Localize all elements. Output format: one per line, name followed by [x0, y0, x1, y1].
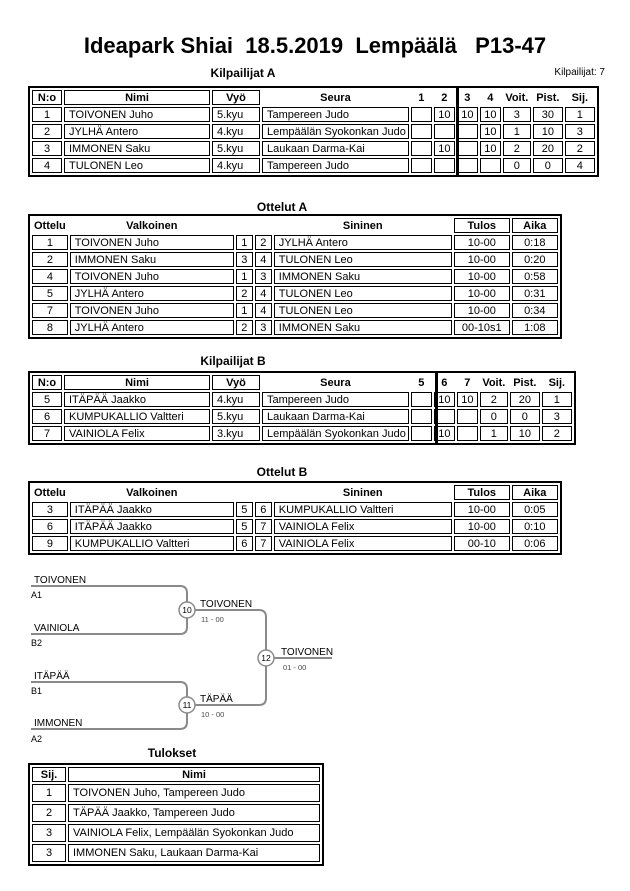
table-cell: 0:06 — [512, 536, 558, 551]
table-cell: 10-00 — [454, 502, 510, 517]
table-cell: 10 — [434, 392, 455, 407]
table-cell: Laukaan Darma-Kai — [262, 409, 409, 424]
bracket-seed-label: B1 — [31, 686, 43, 696]
table-cell: 10 — [434, 141, 455, 156]
table-cell: 5 — [32, 286, 68, 301]
bracket-seed-label: A2 — [31, 734, 43, 744]
column-header: Sij. — [548, 376, 566, 389]
section-title-tulokset: Tulokset — [147, 746, 197, 760]
table-cell: JYLHÄ Antero — [70, 286, 234, 301]
table-row — [32, 252, 558, 267]
table-cell: 0:34 — [512, 303, 558, 318]
table-cell — [411, 141, 432, 156]
table-cell: ITÄPÄÄ Jaakko — [70, 519, 234, 534]
table-cell: IMMONEN Saku, Laukaan Darma-Kai — [68, 844, 320, 862]
table-cell: 4.kyu — [212, 392, 260, 407]
table-cell: 00-10s1 — [454, 320, 510, 335]
table-cell: 2 — [32, 252, 68, 267]
table-row — [32, 519, 558, 534]
table-cell: 10 — [480, 124, 501, 139]
table-cell — [457, 409, 478, 424]
table-cell: 5 — [236, 519, 253, 534]
table-cell — [457, 141, 478, 156]
table-row — [32, 303, 558, 318]
table-cell: 0 — [510, 409, 540, 424]
table-row — [32, 784, 320, 802]
table-cell: 4.kyu — [212, 158, 260, 173]
table-cell: 2 — [236, 286, 253, 301]
column-header — [236, 218, 253, 233]
table-cell: 9 — [32, 536, 68, 551]
table-cell: KUMPUKALLIO Valtteri — [64, 409, 210, 424]
page-title: Ideapark Shiai 18.5.2019 Lempäälä P13-47 — [83, 33, 547, 58]
table-cell: Lempäälän Syokonkan Judo — [262, 124, 409, 139]
table-cell: 1 — [542, 392, 572, 407]
table-cell: 1 — [565, 107, 595, 122]
table-cell: IMMONEN Saku — [64, 141, 210, 156]
table-cell — [411, 158, 432, 173]
table-cell: 6 — [32, 519, 68, 534]
table-cell — [457, 426, 478, 441]
column-header: Sininen — [342, 219, 383, 232]
table-row — [32, 286, 558, 301]
column-header: Nimi — [68, 767, 320, 782]
table-row — [32, 124, 595, 139]
table-cell: 6 — [255, 502, 272, 517]
column-header: Valkoinen — [126, 219, 178, 232]
table-cell — [480, 158, 501, 173]
table-cell: 6 — [32, 409, 62, 424]
table-cell: 4 — [32, 158, 62, 173]
column-header: Seura — [320, 91, 351, 104]
table-cell: 2 — [503, 141, 531, 156]
match-12-number: 12 — [261, 653, 271, 663]
column-header: N:o — [32, 90, 62, 105]
table-row — [32, 409, 572, 424]
table-cell: 7 — [255, 536, 272, 551]
column-header: Seura — [320, 376, 351, 389]
table-cell: 3 — [565, 124, 595, 139]
table-row — [32, 824, 320, 842]
table-cell: 5.kyu — [212, 409, 260, 424]
match-11-number: 11 — [182, 700, 192, 710]
table-cell: TULONEN Leo — [274, 252, 452, 267]
table-cell: KUMPUKALLIO Valtteri — [70, 536, 234, 551]
table-row — [32, 392, 572, 407]
bracket-entry-name: TOIVONEN — [34, 575, 87, 586]
bracket-winner-name: TOIVONEN — [200, 599, 253, 610]
table-row — [32, 426, 572, 441]
table-cell: 2 — [32, 124, 62, 139]
table-cell: 5.kyu — [212, 141, 260, 156]
table-cell: JYLHÄ Antero — [274, 235, 452, 250]
table-cell: 2 — [565, 141, 595, 156]
table-cell — [434, 158, 455, 173]
column-header — [255, 218, 272, 233]
table-cell: VAINIOLA Felix — [274, 536, 452, 551]
bracket-line — [31, 682, 187, 697]
bracket-entry-name: IMMONEN — [34, 718, 83, 729]
column-header: Ottelu — [34, 219, 66, 232]
column-header — [255, 485, 272, 500]
table-cell: IMMONEN Saku — [70, 252, 234, 267]
tulokset-table — [28, 763, 324, 866]
table-cell: JYLHÄ Antero — [64, 124, 210, 139]
table-cell: IMMONEN Saku — [274, 269, 452, 284]
bracket-seed-label: A1 — [31, 590, 43, 600]
table-cell: 2 — [32, 804, 66, 822]
table-cell: VAINIOLA Felix — [274, 519, 452, 534]
table-cell: 3 — [32, 141, 62, 156]
table-cell: 1 — [32, 784, 66, 802]
table-row — [32, 235, 558, 250]
table-cell: 3 — [255, 320, 272, 335]
table-cell: 1 — [503, 124, 531, 139]
table-cell — [411, 107, 432, 122]
ottelut-b-table — [28, 481, 562, 555]
table-cell: 3 — [32, 502, 68, 517]
table-cell: 7 — [32, 426, 62, 441]
table-cell: 0 — [533, 158, 563, 173]
bracket-entry-name: ITÄPÄÄ — [34, 671, 70, 682]
table-cell — [434, 124, 455, 139]
table-row — [32, 502, 558, 517]
header-row — [32, 218, 558, 233]
table-cell: VAINIOLA Felix — [64, 426, 210, 441]
match-10-number: 10 — [182, 605, 192, 615]
table-cell: 10 — [510, 426, 540, 441]
table-cell: IMMONEN Saku — [274, 320, 452, 335]
table-row — [32, 320, 558, 335]
table-cell: TOIVONEN Juho — [70, 303, 234, 318]
column-header: Sij. — [571, 91, 589, 104]
column-header: 4 — [487, 91, 494, 104]
kilpailijat-a-table — [28, 86, 599, 177]
column-header: Pist. — [513, 376, 537, 389]
table-cell: 7 — [32, 303, 68, 318]
table-row — [32, 844, 320, 862]
bracket-winner-name: TÄPÄÄ — [200, 694, 233, 705]
table-cell: VAINIOLA Felix, Lempäälän Syokonkan Judo — [68, 824, 320, 842]
column-header: 3 — [464, 91, 471, 104]
header-row — [32, 767, 320, 782]
table-cell: 1 — [236, 235, 253, 250]
header-row — [32, 90, 595, 105]
column-header: Ottelu — [34, 486, 66, 499]
table-cell: TULONEN Leo — [274, 303, 452, 318]
table-cell: 0:20 — [512, 252, 558, 267]
table-cell — [411, 426, 432, 441]
table-cell: 2 — [236, 320, 253, 335]
table-cell: 30 — [533, 107, 563, 122]
section-title-kilpailijat-a: Kilpailijat A — [210, 66, 276, 80]
table-cell: 4 — [255, 303, 272, 318]
kilpailijat-b-table — [28, 371, 576, 445]
table-row — [32, 107, 595, 122]
section-title-ottelut-b: Ottelut B — [256, 465, 308, 479]
table-cell: 1 — [480, 426, 508, 441]
table-cell: 10 — [434, 426, 455, 441]
bracket-score: 11 - 00 — [201, 615, 224, 624]
table-cell: 3 — [236, 252, 253, 267]
table-cell: 20 — [533, 141, 563, 156]
table-cell: 0:58 — [512, 269, 558, 284]
table-cell: 00-10 — [454, 536, 510, 551]
column-header: Tulos — [454, 485, 510, 500]
table-cell: 10-00 — [454, 269, 510, 284]
points-divider-rule — [435, 373, 438, 443]
table-cell: 10 — [457, 392, 478, 407]
table-cell: 2 — [480, 392, 508, 407]
table-row — [32, 536, 558, 551]
table-cell: 1 — [32, 107, 62, 122]
points-divider-rule — [456, 88, 459, 175]
table-cell: 0 — [480, 409, 508, 424]
table-row — [32, 804, 320, 822]
table-cell: 0 — [503, 158, 531, 173]
table-cell: TÄPÄÄ Jaakko, Tampereen Judo — [68, 804, 320, 822]
column-header: Vyö — [212, 90, 260, 105]
column-header: Vyö — [212, 375, 260, 390]
table-cell: ITÄPÄÄ Jaakko — [64, 392, 210, 407]
table-cell: 10 — [434, 107, 455, 122]
table-cell: 10-00 — [454, 286, 510, 301]
table-cell: 4 — [32, 269, 68, 284]
table-cell: 10 — [480, 141, 501, 156]
table-cell: TULONEN Leo — [274, 286, 452, 301]
table-cell: 6 — [236, 536, 253, 551]
table-cell: TOIVONEN Juho — [64, 107, 210, 122]
tournament-bracket — [0, 558, 630, 758]
table-cell: 20 — [510, 392, 540, 407]
bracket-line — [31, 586, 187, 602]
bracket-seed-label: B2 — [31, 638, 43, 648]
table-cell: 3 — [255, 269, 272, 284]
column-header: N:o — [32, 375, 62, 390]
table-cell: Tampereen Judo — [262, 392, 409, 407]
table-cell: TOIVONEN Juho — [70, 269, 234, 284]
table-cell: 3 — [32, 824, 66, 842]
table-cell: Tampereen Judo — [262, 107, 409, 122]
column-header: 7 — [464, 376, 471, 389]
table-cell: 1 — [236, 269, 253, 284]
table-cell: Tampereen Judo — [262, 158, 409, 173]
table-cell: 10-00 — [454, 519, 510, 534]
column-header: Valkoinen — [126, 486, 178, 499]
table-cell: 4 — [255, 252, 272, 267]
column-header: Pist. — [536, 91, 560, 104]
table-cell: 1 — [32, 235, 68, 250]
table-cell: 5 — [32, 392, 62, 407]
table-cell: 2 — [255, 235, 272, 250]
bracket-score: 01 - 00 — [283, 663, 307, 672]
table-cell: 7 — [255, 519, 272, 534]
table-cell: 0:10 — [512, 519, 558, 534]
bracket-score: 10 - 00 — [201, 710, 225, 719]
table-cell: 3 — [32, 844, 66, 862]
section-title-ottelut-a: Ottelut A — [256, 200, 308, 214]
table-row — [32, 158, 595, 173]
table-cell: 10-00 — [454, 235, 510, 250]
column-header: Aika — [512, 218, 558, 233]
column-header: Nimi — [64, 90, 210, 105]
table-cell: 10 — [457, 107, 478, 122]
table-cell: 0:18 — [512, 235, 558, 250]
column-header: Voit. — [482, 376, 506, 389]
table-cell: 4.kyu — [212, 124, 260, 139]
column-header: Aika — [512, 485, 558, 500]
header-row — [32, 485, 558, 500]
column-header: 6 — [441, 376, 448, 389]
column-header: 2 — [441, 91, 448, 104]
table-row — [32, 141, 595, 156]
table-cell: ITÄPÄÄ Jaakko — [70, 502, 234, 517]
table-cell: 10 — [480, 107, 501, 122]
table-cell: TOIVONEN Juho — [70, 235, 234, 250]
table-cell: 10-00 — [454, 303, 510, 318]
header-row — [32, 375, 572, 390]
table-cell: 5 — [236, 502, 253, 517]
table-cell: TOIVONEN Juho, Tampereen Judo — [68, 784, 320, 802]
table-cell: 10-00 — [454, 252, 510, 267]
table-cell: 8 — [32, 320, 68, 335]
table-cell: 5.kyu — [212, 107, 260, 122]
table-row — [32, 269, 558, 284]
table-cell: Lempäälän Syokonkan Judo — [262, 426, 409, 441]
table-cell — [411, 409, 432, 424]
column-header — [236, 485, 253, 500]
table-cell: 0:31 — [512, 286, 558, 301]
table-cell: Laukaan Darma-Kai — [262, 141, 409, 156]
table-cell: 3 — [503, 107, 531, 122]
table-cell: 2 — [542, 426, 572, 441]
column-header: Sij. — [32, 767, 66, 782]
table-cell: 0:05 — [512, 502, 558, 517]
column-header: Voit. — [505, 91, 529, 104]
table-cell: 1:08 — [512, 320, 558, 335]
table-cell: 1 — [236, 303, 253, 318]
section-title-kilpailijat-b: Kilpailijat B — [200, 354, 266, 368]
table-cell: TULONEN Leo — [64, 158, 210, 173]
table-cell: 4 — [255, 286, 272, 301]
table-cell — [411, 124, 432, 139]
bracket-entry-name: VAINIOLA — [34, 623, 80, 634]
table-cell: 3 — [542, 409, 572, 424]
column-header: 1 — [418, 91, 425, 104]
ottelut-a-table — [28, 214, 562, 339]
table-cell — [457, 158, 478, 173]
table-cell: 3.kyu — [212, 426, 260, 441]
table-cell — [457, 124, 478, 139]
table-cell: JYLHÄ Antero — [70, 320, 234, 335]
table-cell: 4 — [565, 158, 595, 173]
column-header: Tulos — [454, 218, 510, 233]
table-cell: KUMPUKALLIO Valtteri — [274, 502, 452, 517]
table-cell: 10 — [533, 124, 563, 139]
table-cell — [411, 392, 432, 407]
bracket-winner-name: TOIVONEN — [281, 647, 334, 658]
competitors-count: Kilpailijat: 7 — [554, 67, 605, 78]
column-header: 5 — [418, 376, 425, 389]
column-header: Nimi — [64, 375, 210, 390]
column-header: Sininen — [342, 486, 383, 499]
